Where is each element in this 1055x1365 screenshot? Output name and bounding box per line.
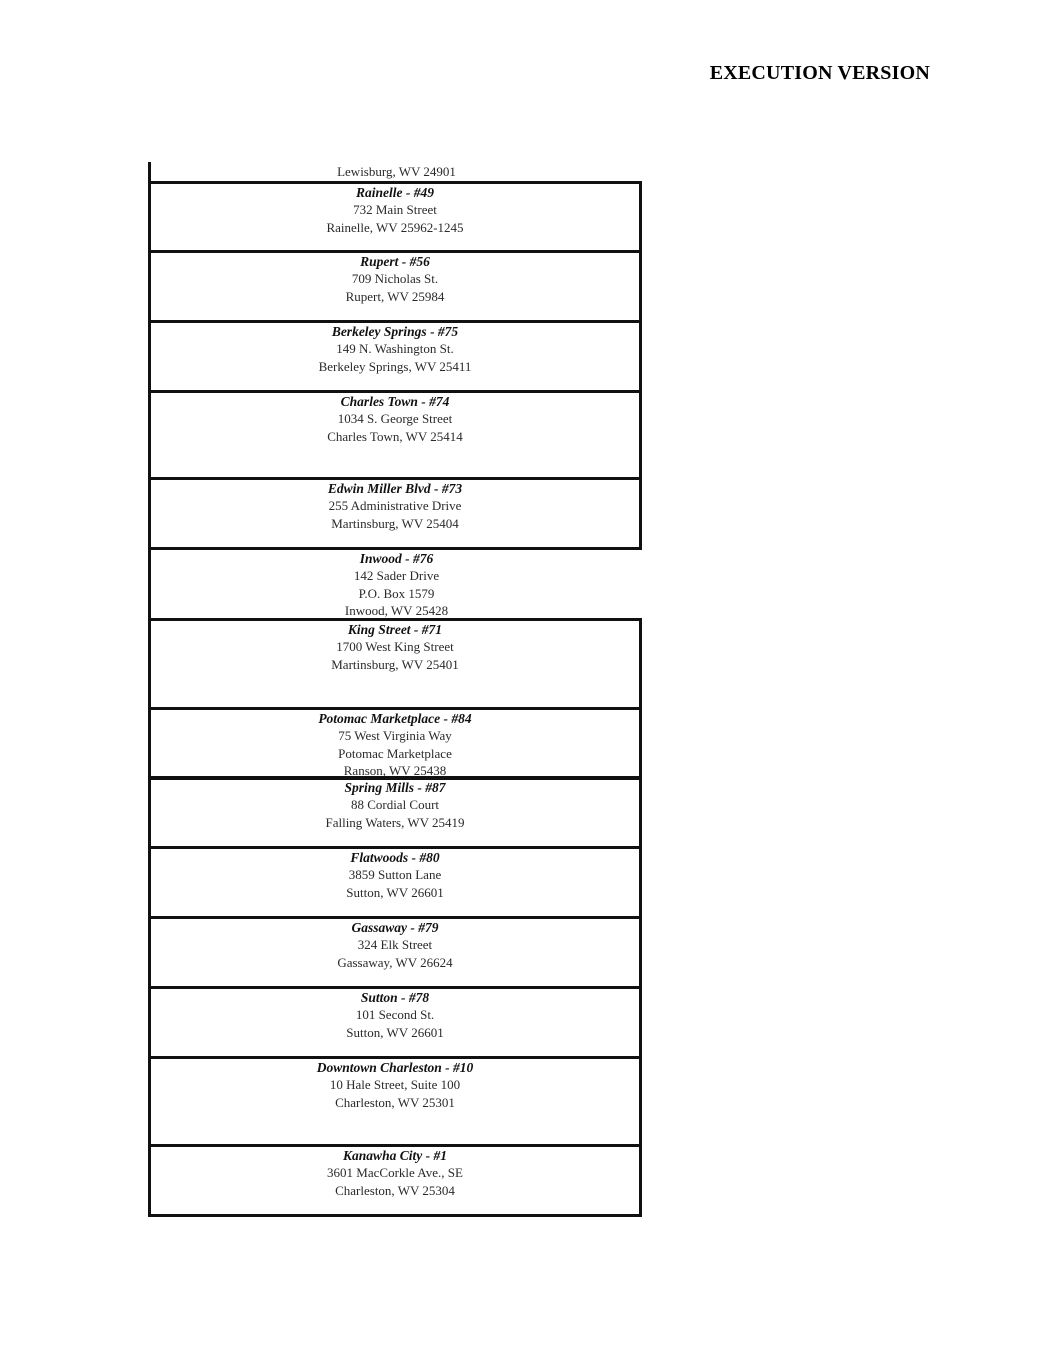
location-name: Gassaway - #79: [351, 920, 439, 935]
address-line: Charles Town, WV 25414: [327, 428, 463, 444]
location-name: King Street - #71: [347, 622, 443, 637]
address-line: Sutton, WV 26601: [346, 1024, 444, 1040]
location-cell-inwood: [148, 550, 642, 620]
address-line: Lewisburg, WV 24901: [337, 164, 456, 179]
address-line: Rainelle, WV 25962-1245: [326, 219, 464, 235]
location-cell-flatwoods: [148, 846, 642, 919]
location-name: Kanawha City - #1: [343, 1148, 447, 1163]
address-line: 324 Elk Street: [357, 937, 433, 953]
address-line: Ranson, WV 25438: [343, 763, 447, 779]
location-cell-rainelle: [148, 181, 642, 253]
address-line: 732 Main Street: [353, 202, 437, 218]
address-line: 10 Hale Street, Suite 100: [329, 1077, 461, 1093]
address-line: Charleston, WV 25304: [335, 1182, 455, 1198]
location-name: Spring Mills - #87: [344, 780, 446, 795]
address-line: P.O. Box 1579: [358, 585, 435, 601]
address-line: Martinsburg, WV 25401: [331, 656, 459, 672]
location-cell-charles-town: [148, 390, 642, 480]
location-name: Sutton - #78: [360, 990, 430, 1005]
address-line: 101 Second St.: [355, 1007, 435, 1023]
location-name: Berkeley Springs - #75: [331, 324, 459, 339]
address-line: 255 Administrative Drive: [328, 498, 462, 514]
address-line: 3601 MacCorkle Ave., SE: [327, 1165, 463, 1181]
address-line: 142 Sader Drive: [353, 568, 440, 584]
address-line: 75 West Virginia Way: [338, 728, 452, 744]
location-name: Rupert - #56: [360, 254, 430, 269]
location-cell-spring-mills: [148, 776, 642, 849]
address-line: Falling Waters, WV 25419: [325, 814, 465, 830]
address-line: Rupert, WV 25984: [345, 288, 445, 304]
location-cell-rupert: [148, 250, 642, 323]
location-name: Edwin Miller Blvd - #73: [327, 481, 463, 496]
location-cell-lewisburg-fragment: [148, 162, 642, 182]
location-name: Potomac Marketplace - #84: [318, 711, 472, 726]
address-line: Sutton, WV 26601: [346, 884, 444, 900]
address-line: Inwood, WV 25428: [344, 603, 449, 619]
address-line: 1700 West King Street: [336, 639, 454, 655]
address-line: 1034 S. George Street: [337, 411, 453, 427]
location-cell-downtown-charleston: [148, 1056, 642, 1147]
location-cell-berkeley-springs: [148, 320, 642, 393]
location-cell-edwin-miller-blvd: [148, 477, 642, 550]
location-cell-gassaway: [148, 916, 642, 989]
location-name: Inwood - #76: [359, 551, 434, 566]
address-line: Potomac Marketplace: [338, 745, 452, 761]
address-line: Gassaway, WV 26624: [337, 954, 453, 970]
location-name: Downtown Charleston - #10: [316, 1060, 474, 1075]
location-cell-potomac-marketplace: [148, 707, 642, 780]
location-cell-sutton: [148, 986, 642, 1059]
address-line: Berkeley Springs, WV 25411: [318, 358, 472, 374]
location-name: Rainelle - #49: [356, 185, 434, 200]
document-version-label: EXECUTION VERSION: [709, 62, 930, 84]
address-line: Martinsburg, WV 25404: [331, 515, 459, 531]
address-line: 709 Nicholas St.: [351, 271, 439, 287]
location-cell-king-street: [148, 618, 642, 710]
location-name: Flatwoods - #80: [350, 850, 440, 865]
address-line: 3859 Sutton Lane: [348, 867, 442, 883]
location-cell-kanawha-city: [148, 1144, 642, 1217]
location-name: Charles Town - #74: [340, 394, 450, 409]
address-line: 88 Cordial Court: [350, 797, 440, 813]
address-line: Charleston, WV 25301: [335, 1094, 455, 1110]
address-line: 149 N. Washington St.: [336, 341, 454, 357]
